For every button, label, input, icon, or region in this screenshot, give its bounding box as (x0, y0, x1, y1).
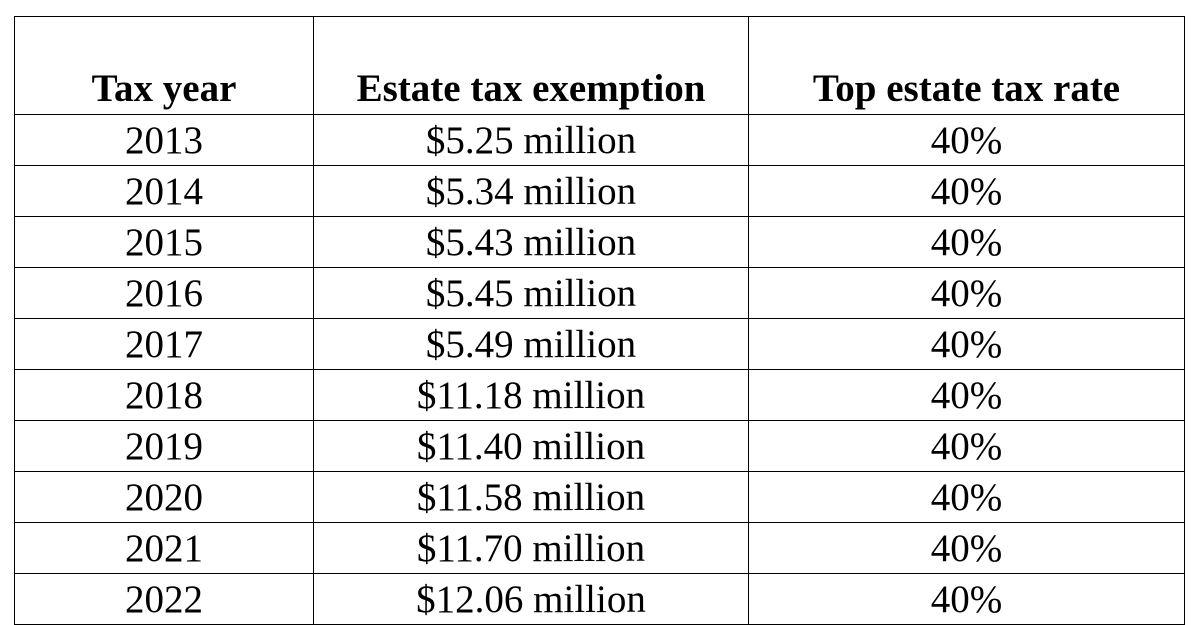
table-row (15, 166, 1185, 217)
cell-estate-tax-exemption: $5.49 million (314, 319, 749, 370)
cell-estate-tax-exemption: $11.40 million (314, 421, 749, 472)
estate-tax-table (14, 16, 1185, 625)
cell-top-estate-tax-rate: 40% (749, 166, 1185, 217)
cell-tax-year: 2014 (15, 166, 314, 217)
cell-tax-year: 2018 (15, 370, 314, 421)
cell-estate-tax-exemption: $11.58 million (314, 472, 749, 523)
cell-top-estate-tax-rate: 40% (749, 268, 1185, 319)
cell-top-estate-tax-rate: 40% (749, 421, 1185, 472)
cell-tax-year: 2017 (15, 319, 314, 370)
table-row (15, 217, 1185, 268)
table-row (15, 574, 1185, 625)
cell-tax-year: 2019 (15, 421, 314, 472)
cell-estate-tax-exemption: $5.43 million (314, 217, 749, 268)
table-header (15, 17, 1185, 115)
cell-top-estate-tax-rate: 40% (749, 574, 1185, 625)
cell-top-estate-tax-rate: 40% (749, 319, 1185, 370)
table-row (15, 370, 1185, 421)
cell-top-estate-tax-rate: 40% (749, 472, 1185, 523)
header-estate-tax-exemption: Estate tax exemption (314, 17, 749, 115)
header-row (15, 17, 1185, 115)
cell-tax-year: 2021 (15, 523, 314, 574)
cell-estate-tax-exemption: $11.18 million (314, 370, 749, 421)
table-row (15, 319, 1185, 370)
header-tax-year: Tax year (15, 17, 314, 115)
cell-tax-year: 2022 (15, 574, 314, 625)
cell-estate-tax-exemption: $11.70 million (314, 523, 749, 574)
table-row (15, 268, 1185, 319)
cell-tax-year: 2015 (15, 217, 314, 268)
table-row (15, 115, 1185, 166)
table-row (15, 421, 1185, 472)
cell-top-estate-tax-rate: 40% (749, 370, 1185, 421)
table-body (15, 115, 1185, 625)
cell-top-estate-tax-rate: 40% (749, 217, 1185, 268)
cell-tax-year: 2016 (15, 268, 314, 319)
cell-estate-tax-exemption: $5.34 million (314, 166, 749, 217)
cell-estate-tax-exemption: $5.45 million (314, 268, 749, 319)
cell-tax-year: 2013 (15, 115, 314, 166)
table-row (15, 523, 1185, 574)
cell-tax-year: 2020 (15, 472, 314, 523)
cell-top-estate-tax-rate: 40% (749, 523, 1185, 574)
cell-top-estate-tax-rate: 40% (749, 115, 1185, 166)
table-row (15, 472, 1185, 523)
cell-estate-tax-exemption: $5.25 million (314, 115, 749, 166)
header-top-estate-tax-rate: Top estate tax rate (749, 17, 1185, 115)
cell-estate-tax-exemption: $12.06 million (314, 574, 749, 625)
